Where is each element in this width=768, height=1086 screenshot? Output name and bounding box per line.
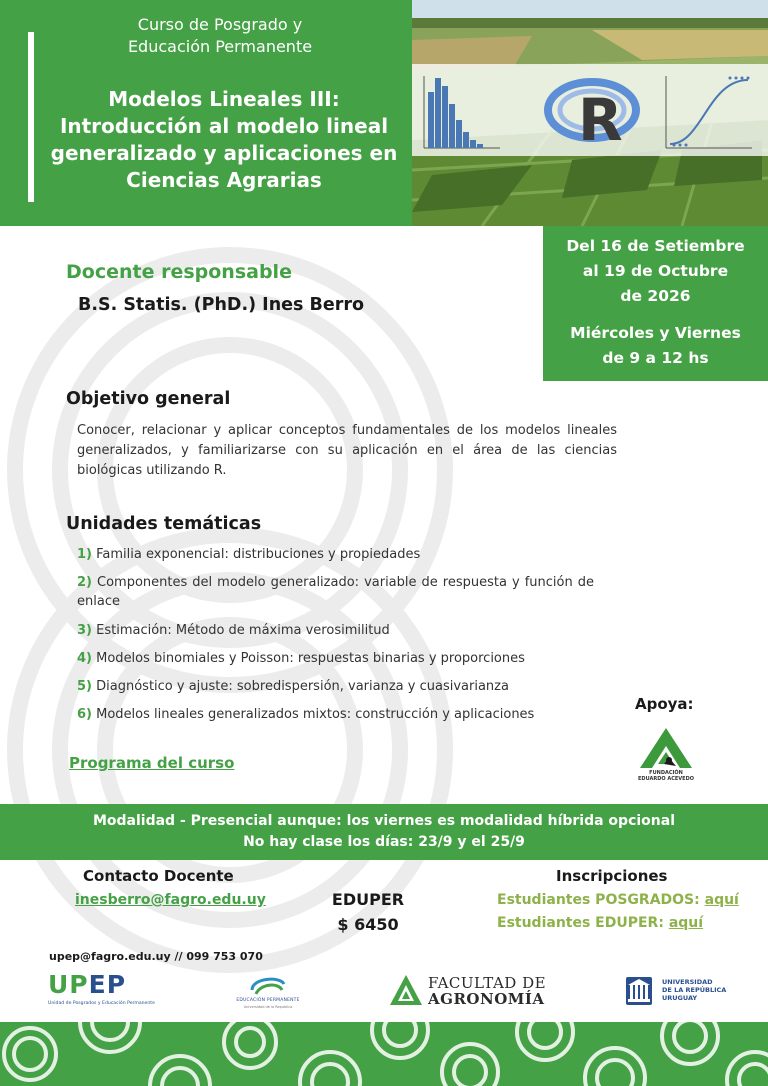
days-hours bbox=[543, 321, 768, 371]
insc-posgrado bbox=[497, 892, 739, 908]
date-range bbox=[543, 234, 768, 309]
udelar-line-1: UNIVERSIDAD bbox=[662, 978, 713, 986]
insc-eduper bbox=[497, 915, 703, 931]
unit-text: Componentes del modelo generalizado: variable de respuesta y función de enlace bbox=[77, 575, 594, 609]
docente-heading: Docente responsable bbox=[66, 261, 292, 283]
unit-text: Diagnóstico y ajuste: sobredispersión, varianza y cuasivarianza bbox=[96, 679, 509, 694]
objetivo-heading: Objetivo general bbox=[66, 389, 231, 409]
list-item bbox=[77, 705, 594, 724]
header-accent-bar bbox=[28, 32, 34, 202]
unit-number: 3) bbox=[77, 623, 92, 638]
list-item bbox=[77, 621, 594, 640]
unit-number: 6) bbox=[77, 707, 92, 722]
educacion-permanente-text: EDUCACIÓN PERMANENTE bbox=[236, 998, 300, 1003]
educacion-permanente-subtext: Universidad de la República bbox=[243, 1005, 293, 1009]
kicker-line-1: Curso de Posgrado y bbox=[137, 15, 303, 34]
objetivo-text: Conocer, relacionar y aplicar conceptos fundamentales de los modelos lineales generalizados, y familiarizarse con su aplicación en el área de las ciencias biológicas utilizando R. bbox=[77, 423, 617, 478]
date-line-2: al 19 de Octubre bbox=[582, 262, 729, 280]
unit-text: Estimación: Método de máxima verosimilitud bbox=[96, 623, 390, 638]
list-item bbox=[77, 545, 594, 564]
educacion-permanente-logo bbox=[228, 972, 308, 1012]
insc-posgrado-link[interactable]: aquí bbox=[704, 892, 739, 908]
header-kicker bbox=[60, 14, 380, 58]
schedule-box bbox=[543, 226, 768, 381]
docente-name: B.S. Statis. (PhD.) Ines Berro bbox=[78, 295, 365, 315]
contacto-email-link[interactable]: inesberro@fagro.edu.uy bbox=[75, 892, 266, 908]
agronomia-triangle-icon bbox=[388, 973, 424, 1007]
apoya-label: Apoya: bbox=[635, 695, 694, 713]
footer-contact: upep@fagro.edu.uy // 099 753 070 bbox=[49, 950, 263, 963]
price-label: EDUPER bbox=[331, 890, 405, 909]
insc-eduper-link[interactable]: aquí bbox=[668, 915, 704, 931]
days-line-1: Miércoles y Viernes bbox=[570, 324, 741, 342]
upep-wordmark bbox=[48, 970, 126, 999]
upep-word-blue: EP bbox=[88, 970, 127, 999]
apoya-logo-text bbox=[620, 770, 712, 782]
date-line-3: de 2026 bbox=[620, 287, 691, 305]
unit-text: Modelos binomiales y Poisson: respuestas binarias y proporciones bbox=[96, 651, 525, 666]
modalidad-band bbox=[0, 804, 768, 860]
apoya-logo-line-2: EDUARDO ACEVEDO bbox=[638, 776, 694, 782]
days-line-2: de 9 a 12 hs bbox=[602, 349, 709, 367]
list-item bbox=[77, 649, 594, 668]
upep-word-green: UP bbox=[48, 970, 89, 999]
educacion-permanente-swirl-icon bbox=[228, 972, 308, 998]
upep-logo bbox=[48, 970, 155, 1012]
program-link[interactable]: Programa del curso bbox=[69, 754, 235, 772]
udelar-logo bbox=[624, 975, 734, 1009]
unit-number: 1) bbox=[77, 547, 92, 562]
field-photo bbox=[412, 0, 768, 226]
inscripciones-heading: Inscripciones bbox=[556, 867, 668, 885]
list-item bbox=[77, 677, 594, 696]
apoya-logo-line-1: FUNDACIÓN bbox=[649, 770, 683, 776]
udelar-text bbox=[662, 978, 732, 1002]
upep-subtitle: Unidad de Posgrados y Educación Permanente bbox=[48, 1001, 155, 1006]
course-title: Modelos Lineales III: Introducción al modelo lineal generalizado y aplicaciones en Ciencias Agrarias bbox=[50, 87, 398, 192]
list-item bbox=[77, 573, 594, 611]
footer-pattern-graphic bbox=[0, 1022, 768, 1086]
price-amount: $ 6450 bbox=[337, 915, 399, 934]
insc-eduper-prefix: Estudiantes EDUPER: bbox=[497, 915, 669, 931]
insc-posgrado-prefix: Estudiantes POSGRADOS: bbox=[497, 892, 705, 908]
modalidad-line-1: Modalidad - Presencial aunque: los viernes es modalidad híbrida opcional bbox=[92, 813, 676, 829]
unit-number: 5) bbox=[77, 679, 92, 694]
udelar-emblem-icon bbox=[624, 975, 654, 1007]
footer-pattern bbox=[0, 1022, 768, 1086]
unit-text: Familia exponencial: distribuciones y propiedades bbox=[96, 547, 421, 562]
fagro-line-1: FACULTAD DE bbox=[428, 974, 547, 992]
kicker-line-2: Educación Permanente bbox=[127, 37, 313, 56]
unit-number: 4) bbox=[77, 651, 92, 666]
svg-text:R: R bbox=[578, 86, 623, 154]
field-illustration bbox=[412, 0, 768, 226]
date-line-1: Del 16 de Setiembre bbox=[566, 237, 745, 255]
facultad-agronomia-logo bbox=[388, 973, 548, 1007]
unit-number: 2) bbox=[77, 575, 92, 590]
modalidad-line-2: No hay clase los días: 23/9 y el 25/9 bbox=[243, 834, 525, 850]
unit-text: Modelos lineales generalizados mixtos: construcción y aplicaciones bbox=[96, 707, 535, 722]
fagro-line-2: AGRONOMÍA bbox=[428, 990, 545, 1008]
contacto-heading: Contacto Docente bbox=[83, 867, 234, 885]
unidades-heading: Unidades temáticas bbox=[66, 514, 262, 534]
udelar-line-2: DE LA REPÚBLICA bbox=[662, 986, 727, 994]
udelar-line-3: URUGUAY bbox=[662, 994, 698, 1002]
